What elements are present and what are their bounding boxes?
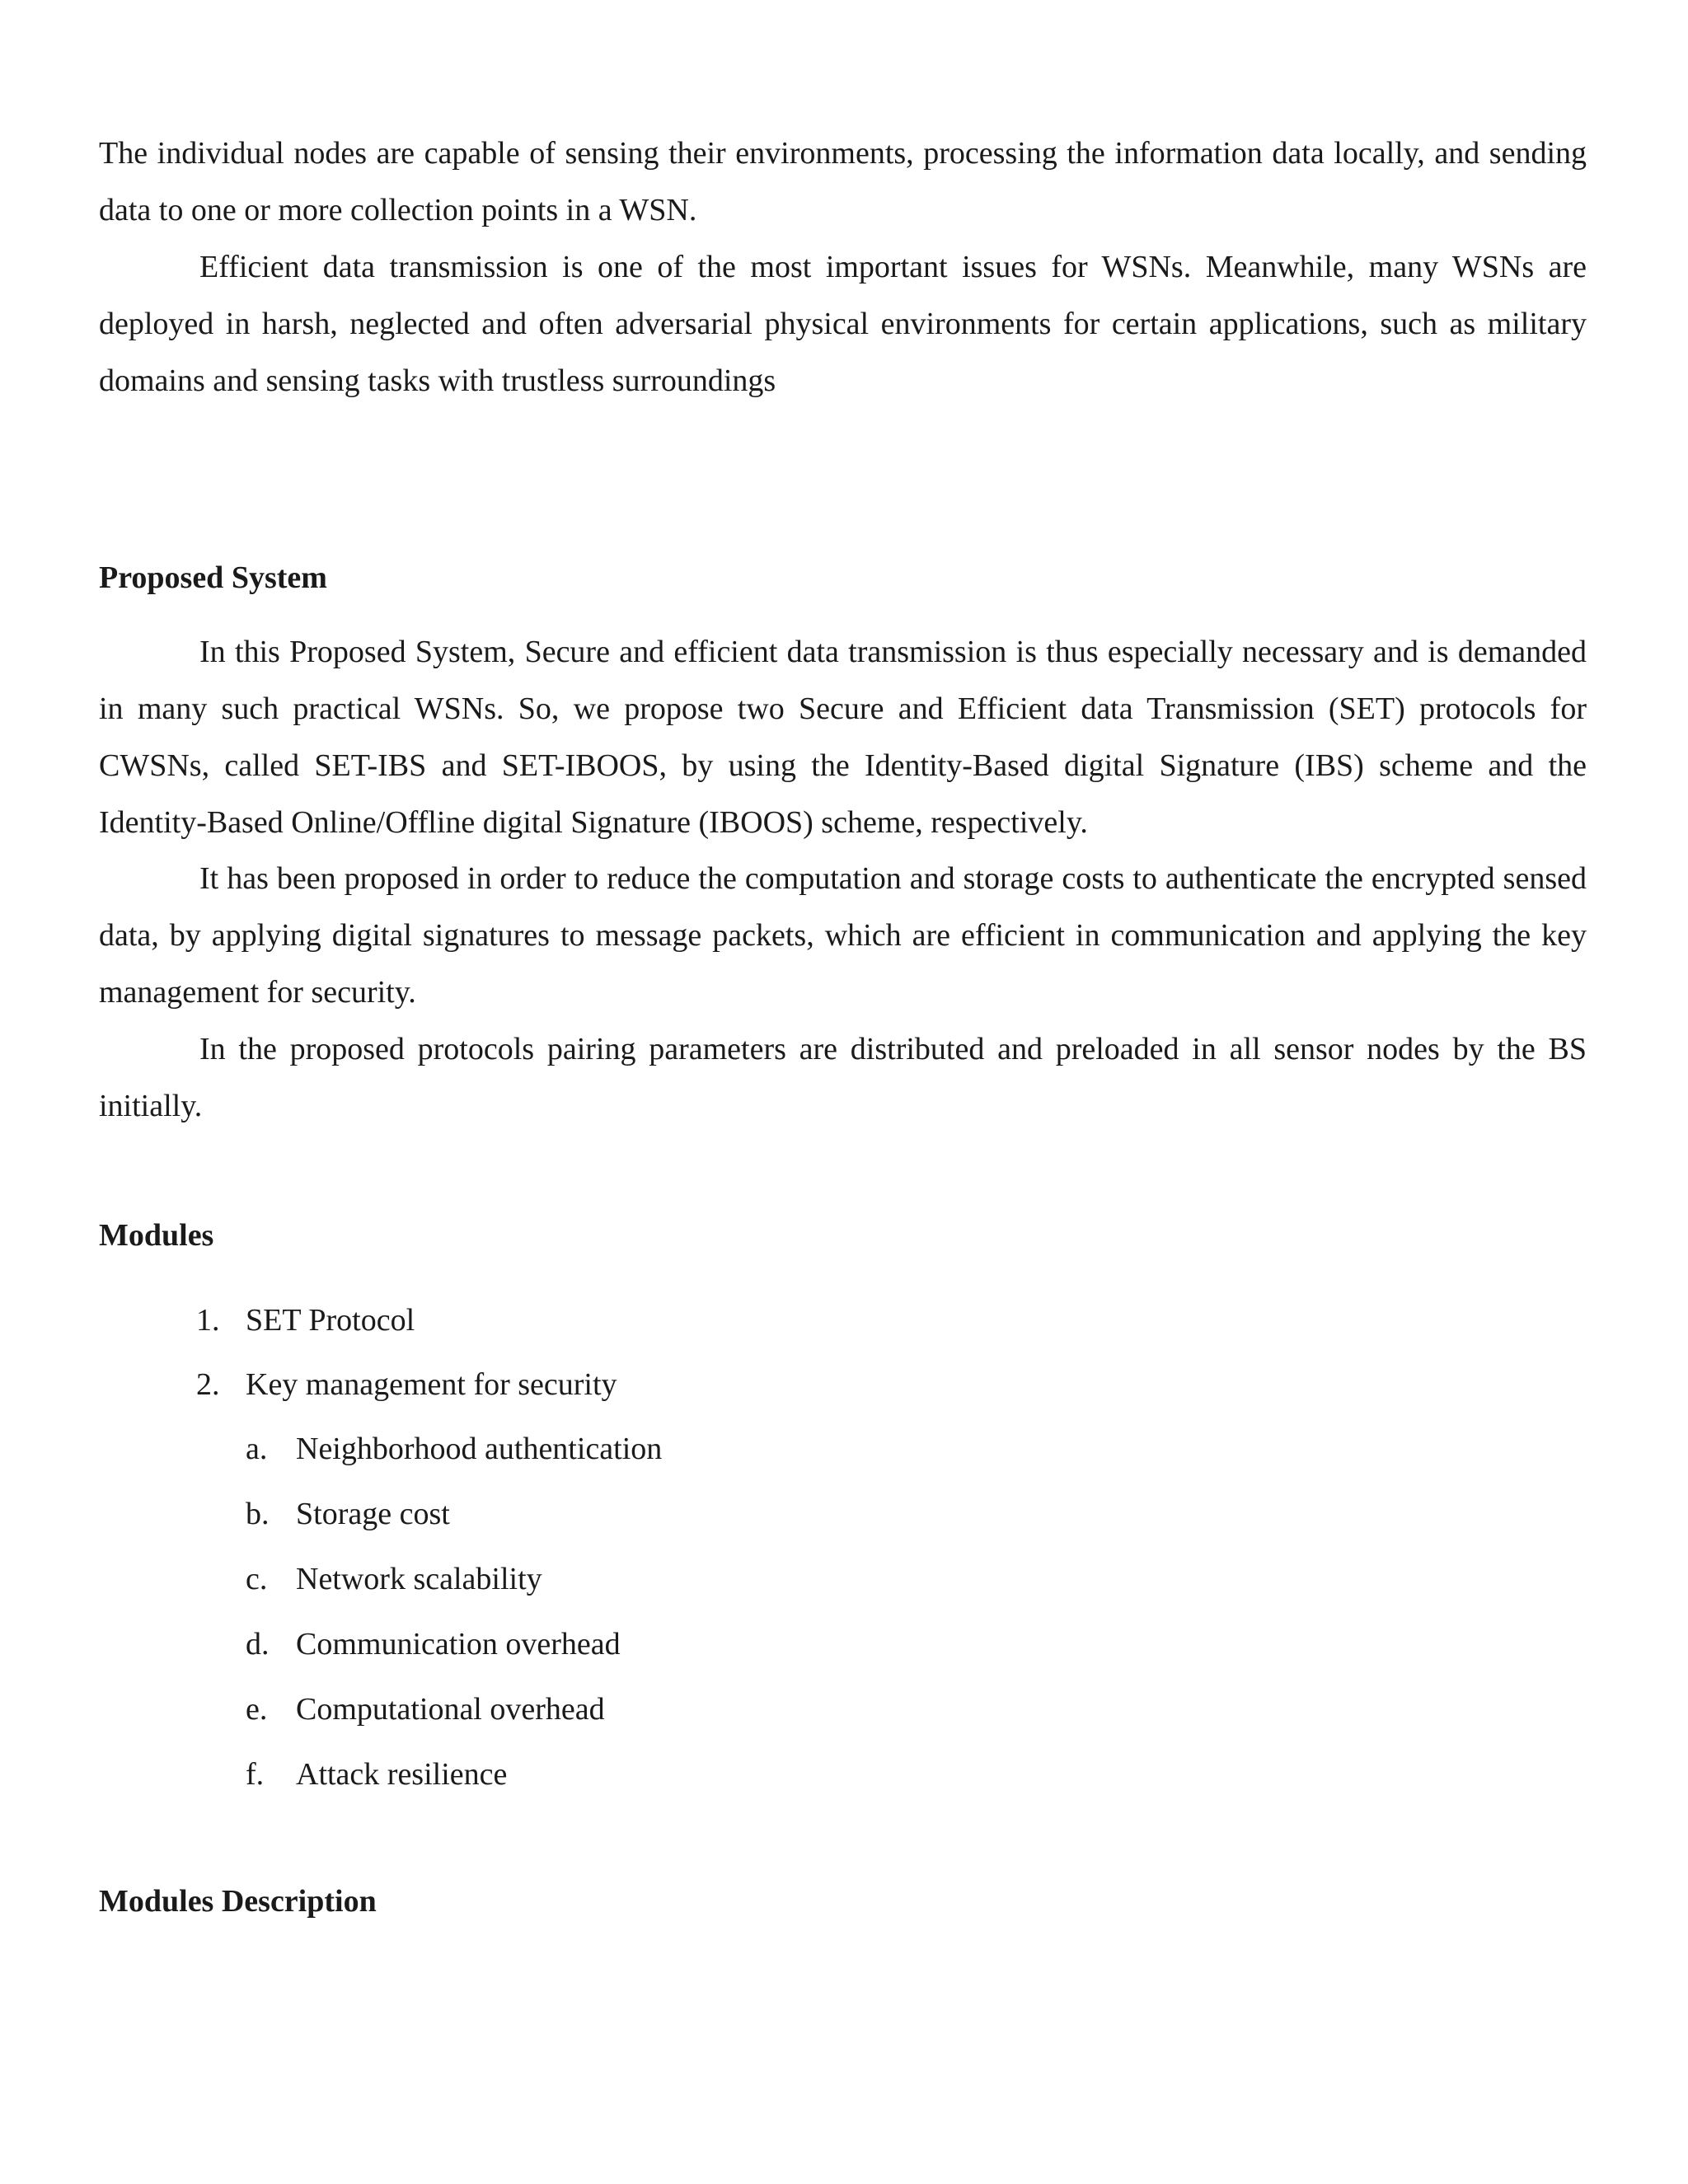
intro-paragraph-2: Efficient data transmission is one of the most important issues for WSNs. Meanwhile, many WSNs are deployed in harsh, neglected and often adversarial physical environments for certain applications, such as military domains and sensing tasks with trustless surroundings bbox=[99, 250, 1587, 398]
proposed-system-paragraph-2: It has been proposed in order to reduce the computation and storage costs to authenticate the encrypted sensed data, by applying digital signatures to message packets, which are efficient in communication and applying the key management for security. bbox=[99, 861, 1587, 1010]
sub-list-item bbox=[246, 1754, 507, 1795]
sub-list-item bbox=[246, 1689, 605, 1730]
intro-paragraph-1: The individual nodes are capable of sensing their environments, processing the information data locally, and sending data to one or more collection points in a WSN. bbox=[99, 136, 1587, 227]
list-item-text: Attack resilience bbox=[296, 1757, 508, 1792]
list-marker: d. bbox=[246, 1627, 270, 1661]
list-item-text: Neighborhood authentication bbox=[296, 1432, 663, 1466]
list-item-text: SET Protocol bbox=[246, 1303, 415, 1338]
modules-heading: Modules bbox=[99, 1218, 214, 1253]
list-item-text: Storage cost bbox=[296, 1497, 450, 1531]
sub-list-item bbox=[246, 1428, 662, 1469]
list-marker: f. bbox=[246, 1757, 265, 1792]
list-item-text: Key management for security bbox=[246, 1367, 617, 1402]
proposed-system-heading: Proposed System bbox=[99, 560, 327, 595]
list-marker: c. bbox=[246, 1562, 268, 1596]
list-item bbox=[196, 1364, 617, 1405]
list-item-text: Network scalability bbox=[296, 1562, 542, 1596]
sub-list-item bbox=[246, 1558, 542, 1600]
modules-description-heading: Modules Description bbox=[99, 1884, 377, 1919]
list-marker: 1. bbox=[196, 1303, 220, 1338]
sub-list-item bbox=[246, 1493, 450, 1535]
list-item-text: Computational overhead bbox=[296, 1692, 605, 1727]
list-marker: e. bbox=[246, 1692, 268, 1727]
list-item bbox=[196, 1300, 415, 1341]
list-marker: 2. bbox=[196, 1367, 220, 1402]
proposed-system-paragraph-3: In the proposed protocols pairing parameters are distributed and preloaded in all sensor nodes by the BS initially. bbox=[99, 1032, 1587, 1123]
proposed-system-paragraph-1: In this Proposed System, Secure and efficient data transmission is thus especially necessary and is demanded in many such practical WSNs. So, we propose two Secure and Efficient data Transmission (SET) protocols for CWSNs, called SET-IBS and SET-IBOOS, by using the Identity-Based digital Signature (IBS) scheme and the Identity-Based Online/Offline digital Signature (IBOOS) scheme, respectively. bbox=[99, 635, 1587, 840]
sub-list-item bbox=[246, 1624, 621, 1665]
list-item-text: Communication overhead bbox=[296, 1627, 621, 1661]
list-marker: b. bbox=[246, 1497, 270, 1531]
list-marker: a. bbox=[246, 1432, 268, 1466]
